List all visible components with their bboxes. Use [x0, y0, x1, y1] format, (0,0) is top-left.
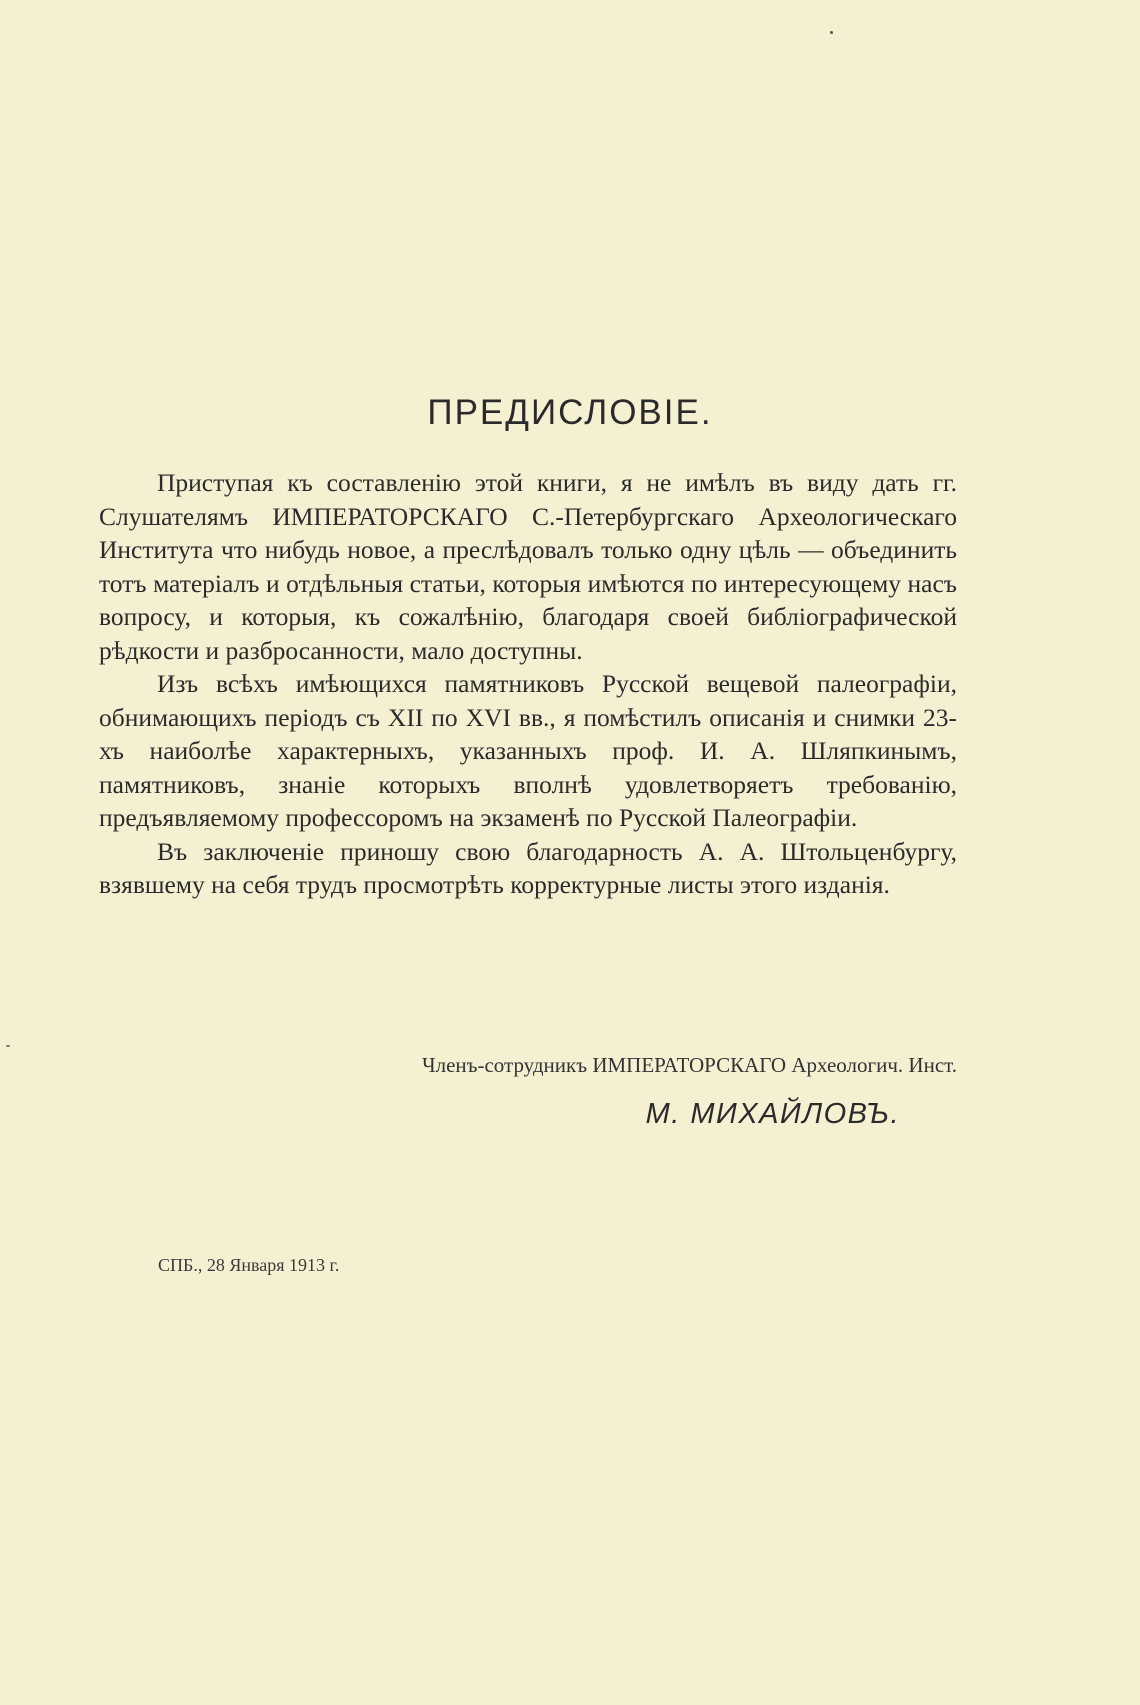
- preface-body: [99, 466, 957, 902]
- paragraph-2: Изъ всѣхъ имѣющихся памятниковъ Русской вещевой палеографіи, обнимающихъ періодъ съ XII по XVI вв., я помѣстилъ описанія и снимки 23-хъ наиболѣе характерныхъ, указанныхъ проф. И. А. Шляпкинымъ, памятниковъ, знаніе которыхъ вполнѣ удовлетворяетъ требованію, предъявляемому профессоромъ на экзаменѣ по Русской Палеографіи.: [99, 669, 957, 832]
- signature-role: Членъ-сотрудникъ ИМПЕРАТОРСКАГО Археологич. Инст.: [421, 1053, 957, 1077]
- date-line: СПБ., 28 Января 1913 г.: [158, 1255, 340, 1275]
- print-speck: [830, 31, 833, 34]
- paragraph-3: Въ заключеніе приношу свою благодарность А. А. Штольценбургу, взявшему на себя трудъ просмотрѣть корректурные листы этого изданія.: [99, 836, 957, 899]
- print-speck: [6, 1045, 10, 1047]
- signature-name: М. МИХАЙЛОВЪ.: [645, 1098, 900, 1130]
- page-title: ПРЕДИСЛОВIЕ.: [427, 393, 713, 432]
- paragraph-1: Приступая къ составленію этой книги, я не имѣлъ въ виду дать гг. Слушателямъ ИМПЕРАТОРСКАГО С.-Петербургскаго Археологическаго Института что нибудь новое, а преслѣдовалъ только одну цѣль — объединить тотъ матеріалъ и отдѣльныя статьи, которыя имѣются по интересующему насъ вопросу, и которыя, къ сожалѣнію, благодаря своей библіографической рѣдкости и разбросанности, мало доступны.: [99, 468, 957, 665]
